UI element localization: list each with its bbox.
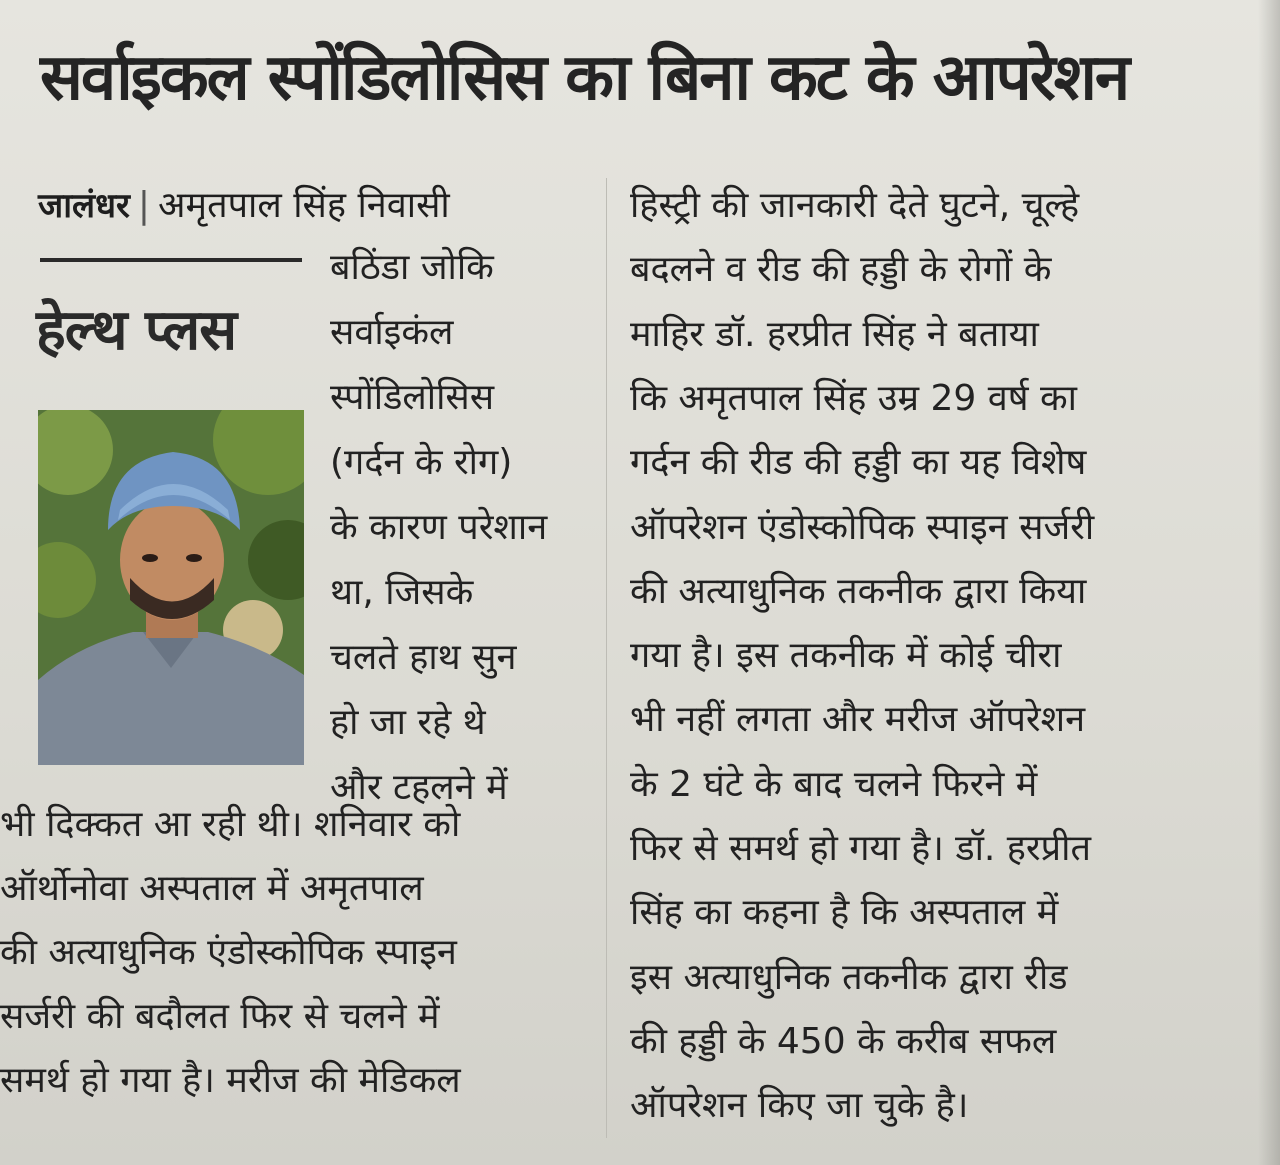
text-line: चलते हाथ सुन (330, 637, 517, 678)
text-line: ऑपरेशन एंडोस्कोपिक स्पाइन सर्जरी (630, 506, 1095, 548)
text-line: के कारण परेशान (330, 507, 548, 548)
text-line: भी दिक्कत आ रही थी। शनिवार को (0, 804, 461, 845)
text-line: सिंह का कहना है कि अस्पताल में (630, 892, 1059, 934)
text-line: की हड्डी के 450 के करीब सफल (630, 1020, 1057, 1062)
text-line: गर्दन की रीड की हड्डी का यह विशेष (630, 442, 1087, 484)
text-line: था, जिसके (330, 572, 474, 613)
text-line: इस अत्याधुनिक तकनीक द्वारा रीड (630, 956, 1068, 998)
section-tag: हेल्थ प्लस (36, 298, 237, 363)
text-line: के 2 घंटे के बाद चलने फिरने में (630, 763, 1038, 805)
text-line: ऑपरेशन किए जा चुके है। (630, 1085, 969, 1127)
text-line: सर्जरी की बदौलत फिर से चलने में (0, 996, 440, 1037)
text-line: स्पोंडिलोसिस (330, 377, 495, 418)
text-line: हिस्ट्री की जानकारी देते घुटने, चूल्हे (630, 185, 1080, 226)
text-line: ऑर्थोनोवा अस्पताल में अमृतपाल (0, 868, 424, 909)
text-line: कि अमृतपाल सिंह उम्र 29 वर्ष का (630, 377, 1078, 419)
person-portrait-image (38, 410, 304, 765)
column-divider (606, 178, 607, 1138)
person-photo (38, 410, 304, 765)
headline: सर्वाइकल स्पोंडिलोसिस का बिना कट के आपरेशन (40, 41, 1129, 115)
dateline-place: जालंधर (38, 186, 130, 226)
section-rule (40, 258, 302, 262)
dateline (38, 178, 450, 234)
text-line: फिर से समर्थ हो गया है। डॉ. हरप्रीत (630, 828, 1091, 869)
dateline-text: अमृतपाल सिंह निवासी (158, 185, 450, 226)
text-line: (गर्दन के रोग) (330, 442, 513, 483)
text-line: की अत्याधुनिक तकनीक द्वारा किया (630, 570, 1087, 612)
text-line: की अत्याधुनिक एंडोस्कोपिक स्पाइन (0, 932, 457, 973)
text-line: बठिंडा जोकि (330, 247, 494, 288)
page-edge-shadow (1258, 0, 1280, 1165)
text-line: और टहलने में (330, 767, 508, 808)
text-line: माहिर डॉ. हरप्रीत सिंह ने बताया (630, 313, 1039, 355)
dateline-separator: | (137, 185, 151, 226)
text-line: भी नहीं लगता और मरीज ऑपरेशन (630, 699, 1086, 741)
text-line: बदलने व रीड की हड्डी के रोगों के (630, 249, 1052, 291)
text-line: गया है। इस तकनीक में कोई चीरा (630, 635, 1062, 677)
text-line: हो जा रहे थे (330, 702, 486, 743)
text-line: समर्थ हो गया है। मरीज की मेडिकल (0, 1060, 461, 1101)
text-line: सर्वाइकंल (330, 312, 454, 353)
